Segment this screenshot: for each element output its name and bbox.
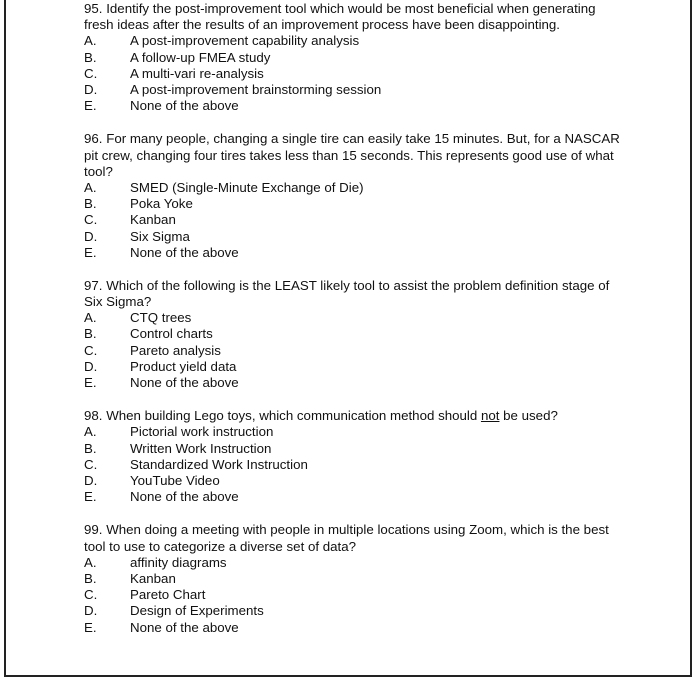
option-text: Kanban	[130, 570, 176, 586]
option-letter: E.	[84, 375, 97, 391]
answer-options	[84, 310, 624, 391]
option-letter: B.	[84, 326, 97, 342]
option-d	[84, 603, 624, 619]
option-text: None of the above	[130, 98, 239, 114]
option-letter: D.	[84, 473, 98, 488]
question-stem	[84, 278, 624, 310]
question-95	[84, 1, 624, 114]
option-letter: A.	[84, 554, 97, 570]
option-text: None of the above	[130, 619, 239, 635]
option-a	[84, 555, 624, 571]
option-letter: B.	[84, 570, 97, 586]
option-letter: A.	[84, 310, 97, 326]
option-text: Control charts	[130, 326, 213, 342]
document-content	[84, 0, 624, 653]
option-d	[84, 82, 624, 98]
option-text: None of the above	[130, 489, 239, 505]
option-text: A post-improvement brainstorming session	[130, 81, 382, 97]
option-text: SMED (Single-Minute Exchange of Die)	[130, 179, 364, 195]
question-stem	[84, 522, 624, 554]
option-b	[84, 571, 624, 587]
option-text: Pareto analysis	[130, 342, 221, 358]
option-letter: B.	[84, 49, 97, 65]
question-stem	[84, 408, 624, 424]
option-text: None of the above	[130, 375, 239, 391]
question-number: 97.	[84, 277, 103, 293]
question-stem	[84, 131, 624, 180]
option-c	[84, 457, 624, 473]
option-e	[84, 375, 624, 391]
option-a	[84, 310, 624, 326]
option-text: Standardized Work Instruction	[130, 456, 308, 472]
option-letter: C.	[84, 65, 98, 81]
option-a	[84, 33, 624, 49]
question-text-before: When building Lego toys, which communication method should	[106, 408, 478, 424]
question-text-after: be used?	[503, 408, 558, 424]
option-letter: C.	[84, 212, 98, 228]
question-98	[84, 408, 624, 505]
answer-options	[84, 424, 624, 505]
option-text: None of the above	[130, 244, 239, 260]
option-letter: B.	[84, 440, 97, 456]
option-letter: E.	[84, 489, 97, 505]
option-text: YouTube Video	[130, 473, 220, 488]
question-99	[84, 522, 624, 635]
question-96	[84, 131, 624, 261]
option-b	[84, 50, 624, 66]
option-letter: A.	[84, 33, 97, 49]
option-letter: C.	[84, 456, 98, 472]
question-text: For many people, changing a single tire can easily take 15 minutes. But, for a NASCAR pit crew, changing four tires takes less than 15 seconds. This represents good use of what tool?	[84, 131, 620, 179]
option-text: CTQ trees	[130, 310, 192, 326]
question-text: Identify the post-improvement tool which would be most beneficial when generating fresh ideas after the results of an improvement process have been disappointing.	[84, 1, 596, 33]
option-text: Poka Yoke	[130, 196, 193, 212]
option-letter: E.	[84, 244, 97, 260]
question-text: When doing a meeting with people in multiple locations using Zoom, which is the best tool to use to categorize a diverse set of data?	[84, 522, 609, 554]
option-letter: D.	[84, 358, 98, 374]
answer-options	[84, 33, 624, 114]
option-text: Six Sigma	[130, 228, 190, 244]
option-b	[84, 326, 624, 342]
option-letter: D.	[84, 81, 98, 97]
option-text: Written Work Instruction	[130, 440, 272, 456]
option-d	[84, 229, 624, 245]
option-c	[84, 587, 624, 603]
option-e	[84, 489, 624, 505]
option-letter: C.	[84, 342, 98, 358]
option-c	[84, 212, 624, 228]
option-text: Kanban	[130, 212, 176, 228]
option-text: A multi-vari re-analysis	[130, 65, 264, 81]
question-stem	[84, 1, 624, 33]
option-letter: B.	[84, 196, 97, 212]
question-number: 98.	[84, 408, 103, 424]
question-number: 99.	[84, 522, 103, 538]
question-97	[84, 278, 624, 391]
option-e	[84, 98, 624, 114]
option-b	[84, 441, 624, 457]
question-number: 96.	[84, 131, 103, 147]
option-letter: E.	[84, 98, 97, 114]
option-letter: D.	[84, 603, 98, 619]
answer-options	[84, 180, 624, 261]
option-text: Pareto Chart	[130, 587, 206, 603]
option-a	[84, 424, 624, 440]
option-letter: A.	[84, 179, 97, 195]
question-text-underlined: not	[480, 408, 500, 424]
option-a	[84, 180, 624, 196]
option-letter: D.	[84, 228, 98, 244]
option-text: A post-improvement capability analysis	[130, 33, 360, 49]
option-b	[84, 196, 624, 212]
option-c	[84, 343, 624, 359]
option-text: Design of Experiments	[130, 603, 264, 619]
option-e	[84, 620, 624, 636]
option-letter: E.	[84, 619, 97, 635]
question-text: Which of the following is the LEAST likely tool to assist the problem definition stage of Six Sigma?	[84, 277, 610, 310]
option-letter: C.	[84, 587, 98, 603]
option-text: Pictorial work instruction	[130, 424, 274, 440]
option-text: A follow-up FMEA study	[130, 49, 271, 65]
answer-options	[84, 555, 624, 636]
option-d	[84, 473, 624, 489]
option-text: affinity diagrams	[130, 554, 227, 570]
option-e	[84, 245, 624, 261]
option-letter: A.	[84, 424, 97, 440]
option-text: Product yield data	[130, 358, 237, 374]
option-c	[84, 66, 624, 82]
option-d	[84, 359, 624, 375]
question-number: 95.	[84, 1, 103, 16]
